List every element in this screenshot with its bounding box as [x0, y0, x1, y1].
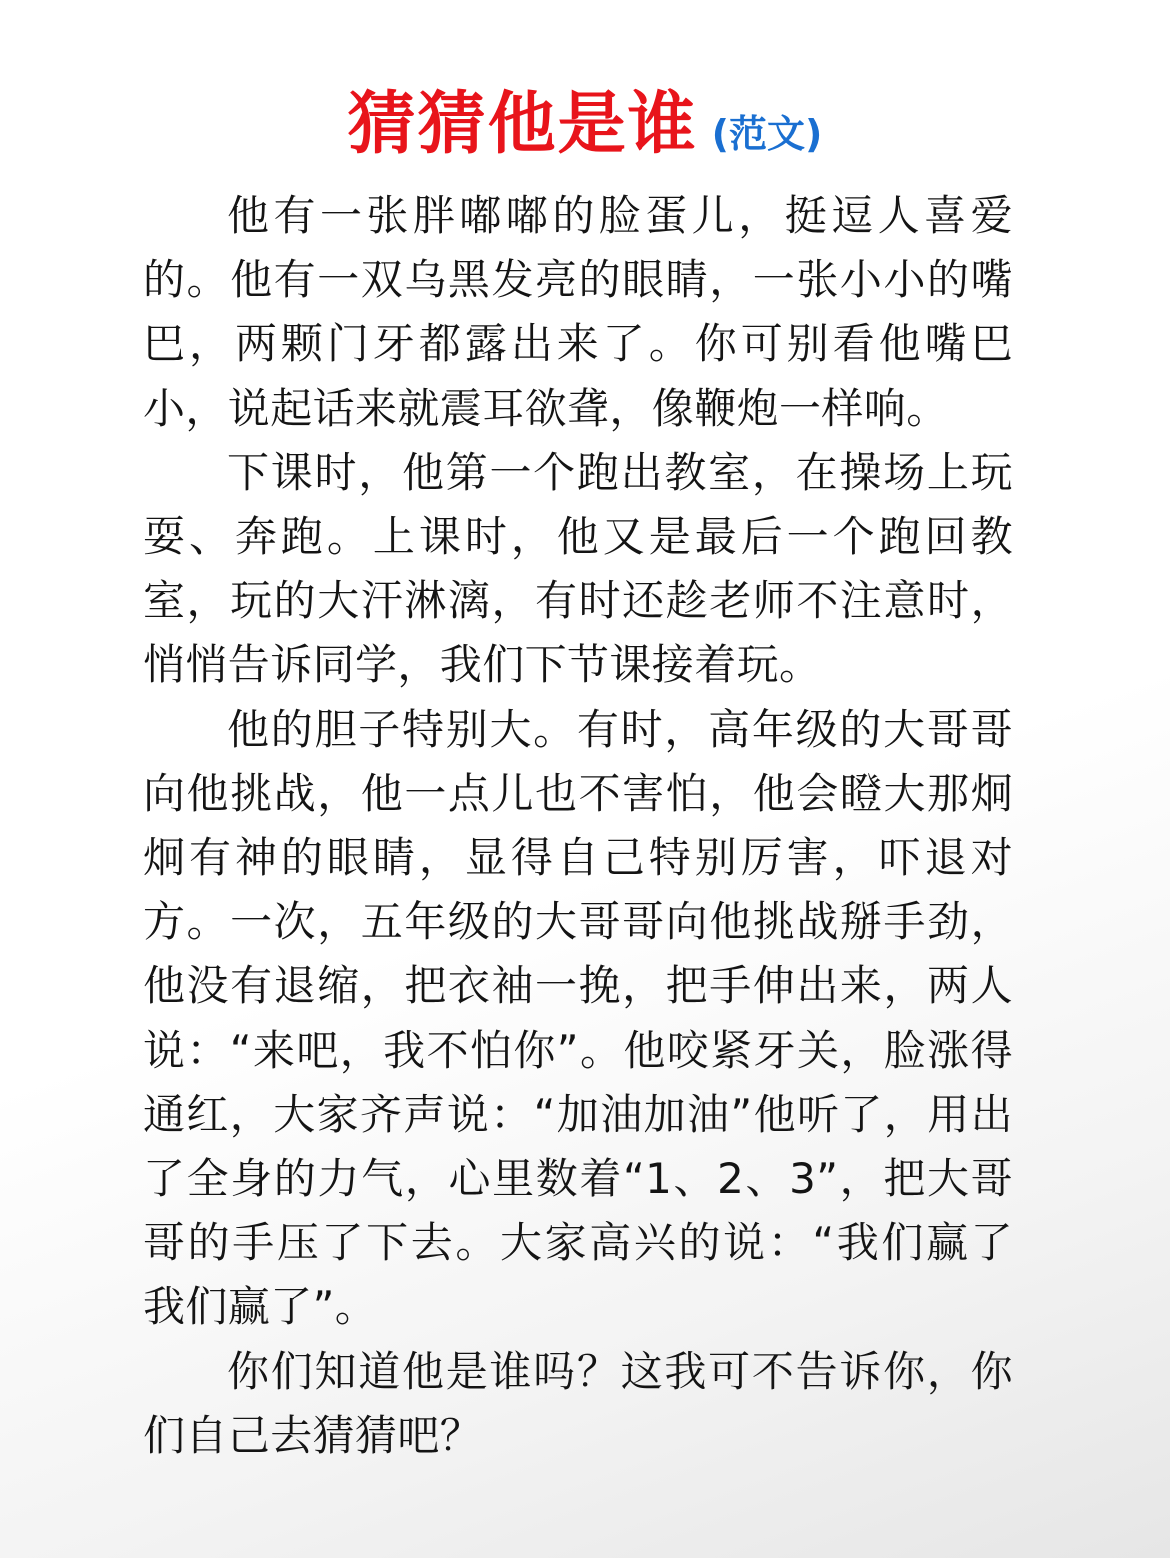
- paragraph-4: 你们知道他是谁吗？这我可不告诉你，你们自己去猜猜吧？: [143, 1346, 1013, 1460]
- paragraph-3: 他的胆子特别大。有时，高年级的大哥哥向他挑战，他一点儿也不害怕，他会瞪大那炯炯有神的眼睛，显得自己特别厉害，吓退对方。一次，五年级的大哥哥向他挑战掰手劲，他没有退缩，把衣袖一挽，把手伸出来，两人说：“来吧，我不怕你”。他咬紧牙关，脸涨得通红，大家齐声说：“加油加油”他听了，用出了全身的力气，心里数着“1、2、3”，把大哥哥的手压了下去。大家高兴的说：“我们赢了我们赢了”。: [143, 704, 1013, 1332]
- title-row: [0, 70, 1170, 167]
- page-subtitle: (范文): [711, 112, 823, 156]
- essay-body: [143, 184, 1013, 1468]
- paragraph-2: 下课时，他第一个跑出教室，在操场上玩耍、奔跑。上课时，他又是最后一个跑回教室，玩的大汗淋漓，有时还趁老师不注意时，悄悄告诉同学，我们下节课接着玩。: [143, 447, 1013, 690]
- page-title: 猜猜他是谁: [347, 85, 698, 164]
- paragraph-1: 他有一张胖嘟嘟的脸蛋儿，挺逗人喜爱的。他有一双乌黑发亮的眼睛，一张小小的嘴巴，两颗门牙都露出来了。你可别看他嘴巴小，说起话来就震耳欲聋，像鞭炮一样响。: [143, 191, 1013, 433]
